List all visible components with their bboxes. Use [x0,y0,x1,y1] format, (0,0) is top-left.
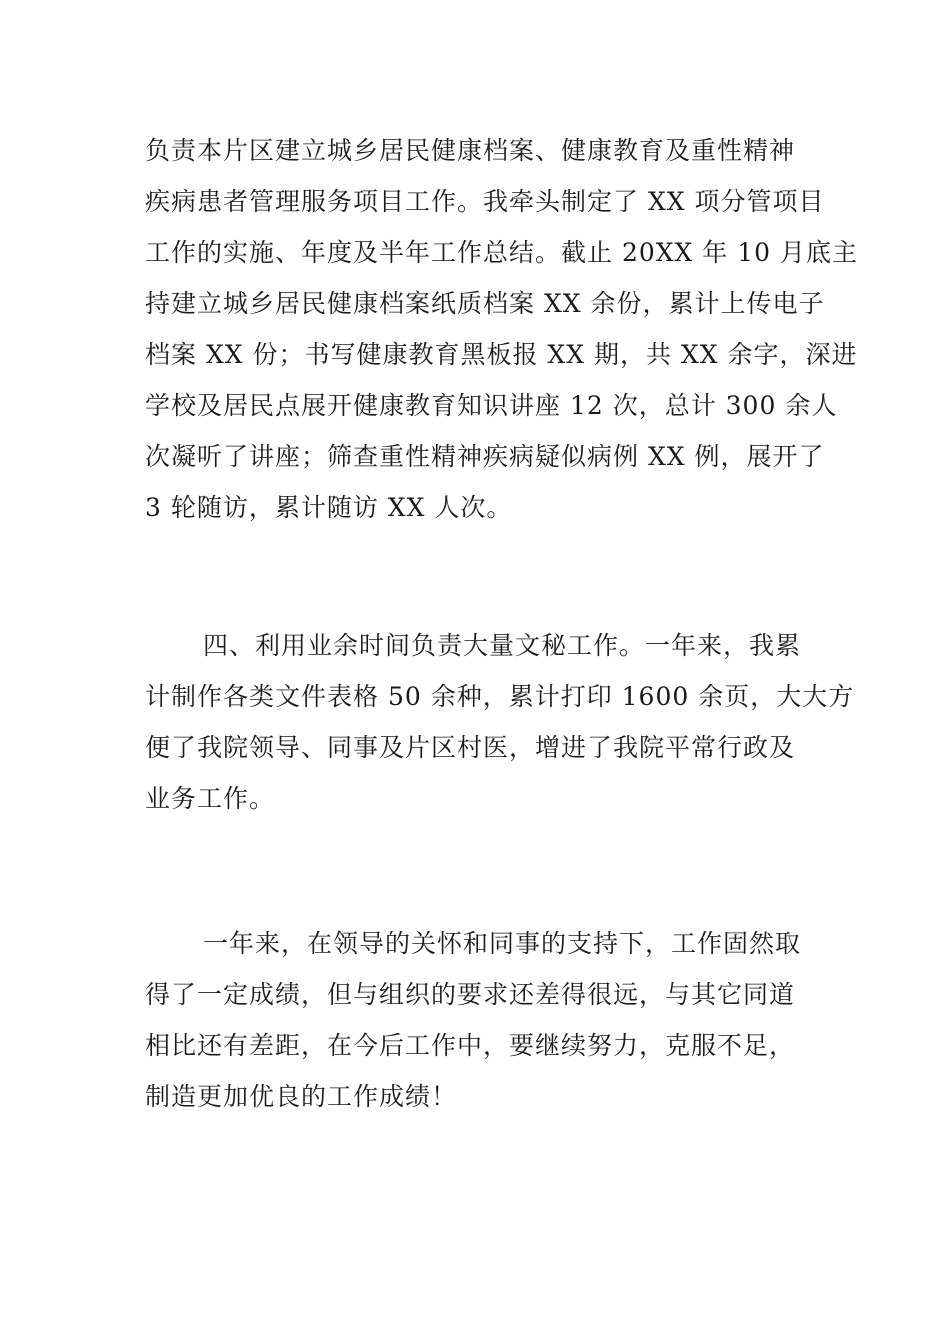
text-line: 工作的实施、年度及半年工作总结。截止 20XX 年 10 月底主 [145,238,859,267]
text-line: 得了一定成绩，但与组织的要求还差得很远，与其它同道 [145,980,796,1009]
text-line: 持建立城乡居民健康档案纸质档案 XX 余份，累计上传电子 [145,289,825,318]
text-line: 一年来，在领导的关怀和同事的支持下，工作固然取 [203,929,802,958]
text-line: 制造更加优良的工作成绩！ [145,1082,458,1111]
paragraph-conclusion [145,918,815,1122]
text-line: 学校及居民点展开健康教育知识讲座 12 次，总计 300 余人 [145,391,838,420]
text-line: 档案 XX 份；书写健康教育黑板报 XX 期，共 XX 余字，深进 [145,340,858,369]
text-line: 便了我院领导、同事及片区村医，增进了我院平常行政及 [145,733,796,762]
text-line: 疾病患者管理服务项目工作。我牵头制定了 XX 项分管项目 [145,187,825,216]
text-line: 业务工作。 [145,784,276,813]
text-line: 3 轮随访，累计随访 XX 人次。 [145,493,513,522]
text-line: 次凝听了讲座；筛查重性精神疾病疑似病例 XX 例，展开了 [145,442,825,471]
text-line: 负责本片区建立城乡居民健康档案、健康教育及重性精神 [145,136,796,165]
paragraph-health-records [145,125,859,533]
paragraph-secretarial-work [145,620,855,824]
text-line: 相比还有差距，在今后工作中，要继续努力，克服不足， [145,1031,796,1060]
text-line: 四、利用业余时间负责大量文秘工作。一年来，我累 [203,631,802,660]
text-line: 计制作各类文件表格 50 余种，累计打印 1600 余页，大大方 [145,682,855,711]
